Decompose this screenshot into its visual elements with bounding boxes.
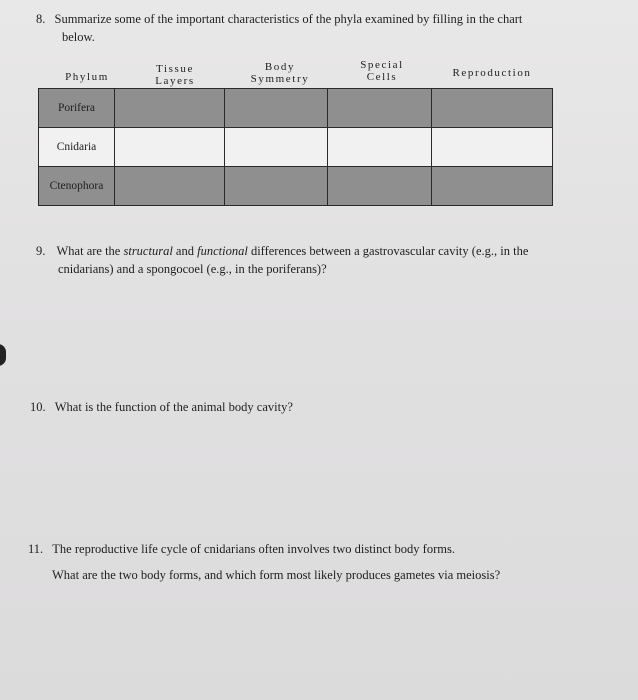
header-reproduction: Reproduction: [452, 67, 532, 79]
cell-ctenophora-reproduction[interactable]: [432, 167, 553, 206]
question-10-number: 10.: [30, 400, 46, 414]
question-11: [28, 540, 455, 558]
row-label-porifera: Porifera: [39, 89, 115, 128]
question-8: [36, 10, 616, 28]
cell-porifera-special[interactable]: [328, 89, 432, 128]
header-special-cells: [344, 59, 420, 83]
question-8-text-line2: below.: [62, 30, 95, 44]
question-8-text-line1: Summarize some of the important characteristics of the phyla examined by filling in the chart: [54, 12, 523, 26]
question-11-text-line1: The reproductive life cycle of cnidarians often involves two distinct body forms.: [52, 542, 455, 556]
cell-cnidaria-tissue[interactable]: [115, 128, 225, 167]
cell-ctenophora-special[interactable]: [328, 167, 432, 206]
header-special-line2: Cells: [366, 71, 398, 83]
phyla-chart: [38, 88, 553, 206]
header-tissue-line2: Layers: [155, 75, 195, 87]
chart-row-cnidaria: [39, 128, 553, 167]
cell-ctenophora-tissue[interactable]: [115, 167, 225, 206]
question-9: [36, 242, 626, 260]
question-9-text-e: differences between a gastrovascular cavity (e.g., in the: [247, 244, 529, 258]
question-11-number: 11.: [28, 542, 44, 556]
row-label-cnidaria: Cnidaria: [39, 128, 115, 167]
question-8-number: 8.: [36, 12, 46, 26]
header-body-line1: Body: [264, 61, 296, 73]
chart-row-porifera: [39, 89, 553, 128]
question-9-functional: functional: [197, 244, 248, 258]
cell-cnidaria-reproduction[interactable]: [432, 128, 553, 167]
cell-porifera-symmetry[interactable]: [225, 89, 328, 128]
question-9-text-c: and: [172, 244, 198, 258]
chart-row-ctenophora: [39, 167, 553, 206]
question-9-number: 9.: [36, 244, 46, 258]
header-tissue-line1: Tissue: [156, 63, 194, 75]
question-9-text-line2: cnidarians) and a spongocoel (e.g., in the poriferans)?: [58, 262, 327, 276]
header-special-line1: Special: [360, 59, 404, 71]
cell-porifera-tissue[interactable]: [115, 89, 225, 128]
cell-cnidaria-special[interactable]: [328, 128, 432, 167]
header-body-symmetry: [234, 61, 326, 85]
cell-ctenophora-symmetry[interactable]: [225, 167, 328, 206]
question-10: [30, 398, 293, 416]
question-10-text: What is the function of the animal body cavity?: [54, 400, 293, 414]
header-tissue-layers: [140, 63, 210, 87]
question-9-text-a: What are the: [56, 244, 124, 258]
cell-porifera-reproduction[interactable]: [432, 89, 553, 128]
page-edge-shadow: [0, 344, 6, 366]
header-phylum: Phylum: [65, 71, 109, 83]
header-body-line2: Symmetry: [250, 73, 310, 85]
question-9-structural: structural: [123, 244, 173, 258]
question-11-text-line2: What are the two body forms, and which form most likely produces gametes via meiosis?: [52, 568, 501, 582]
row-label-ctenophora: Ctenophora: [39, 167, 115, 206]
cell-cnidaria-symmetry[interactable]: [225, 128, 328, 167]
